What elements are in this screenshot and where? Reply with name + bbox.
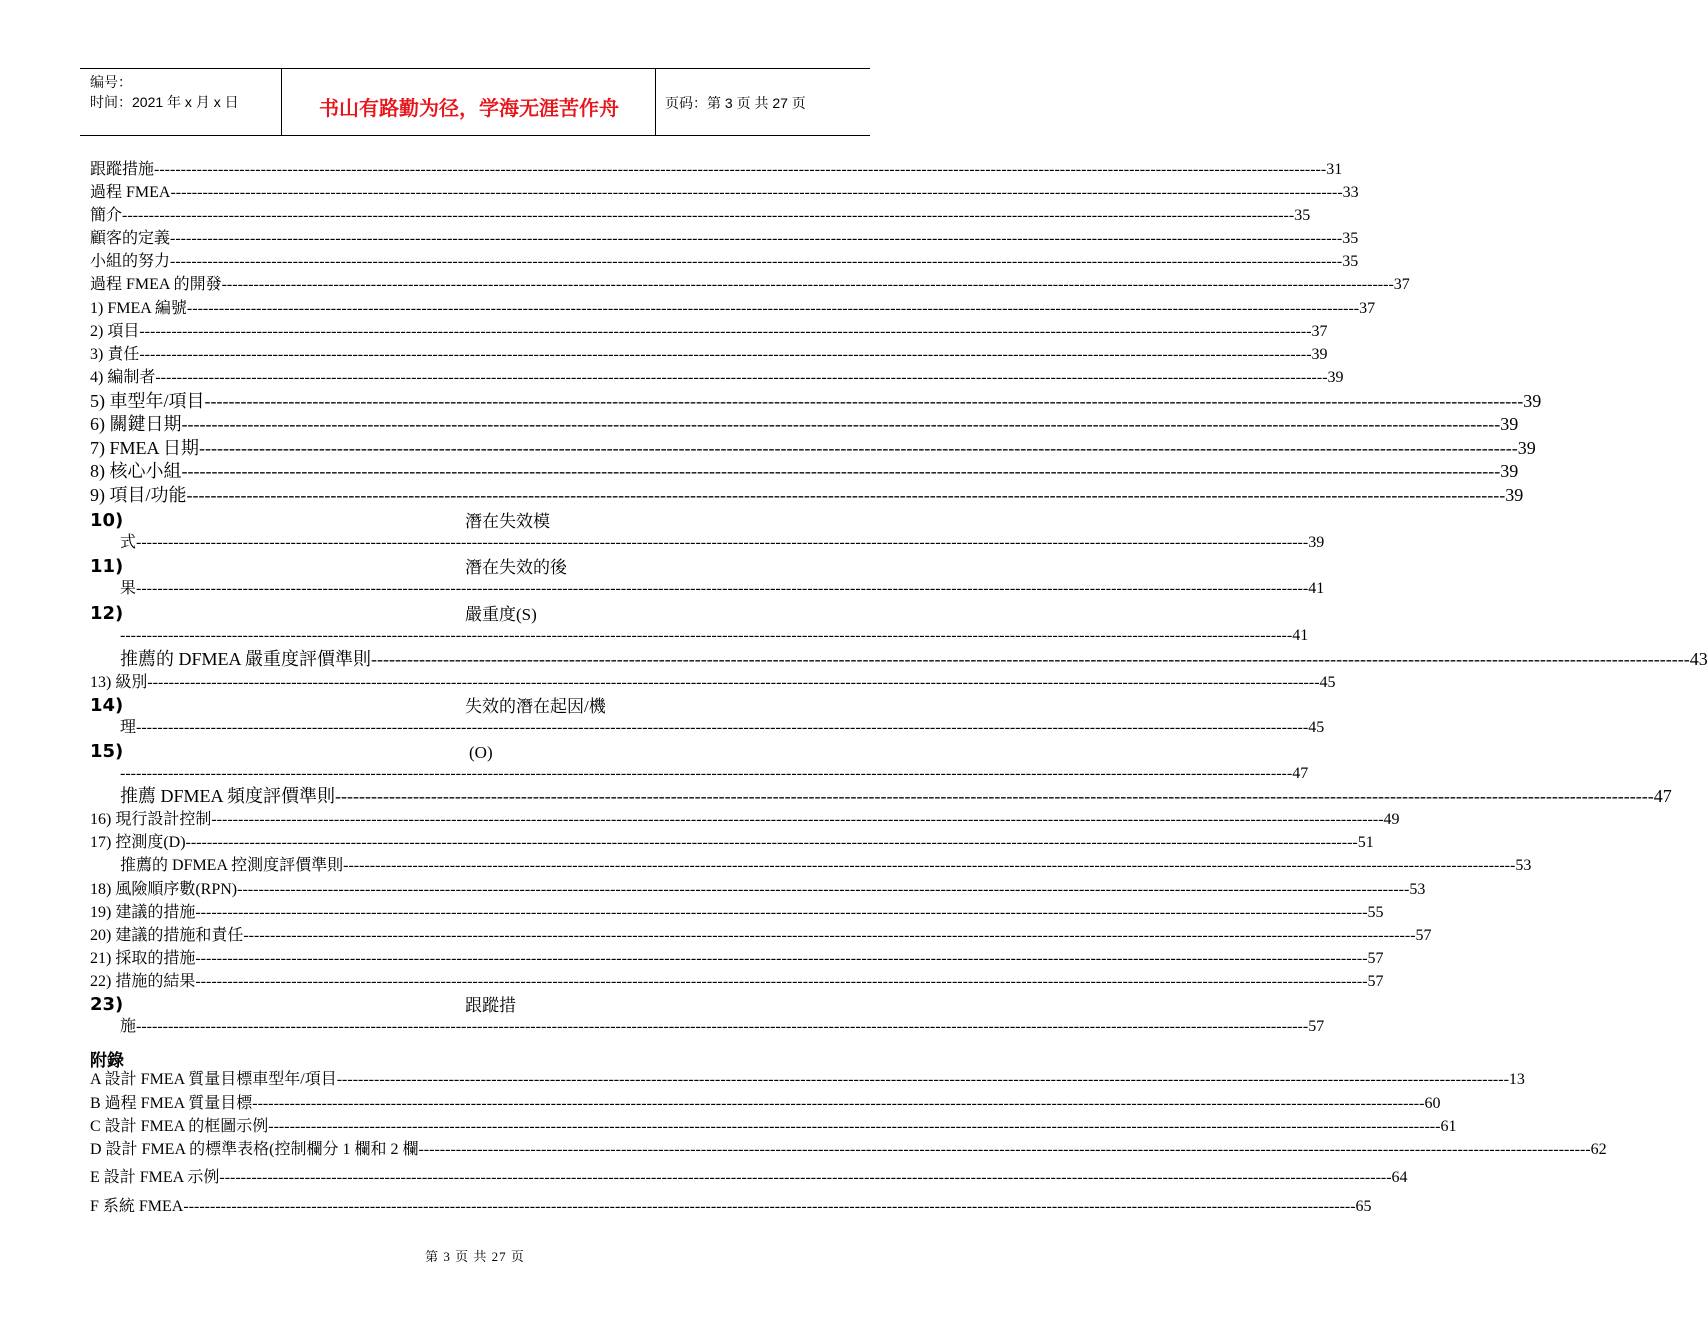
- toc-leader-dashes: ----------------------------------------------------------------------------------------------------------------------------------------------------------------------------------------------------------------------------: [122, 207, 1295, 224]
- toc-leader-dashes: ----------------------------------------------------------------------------------------------------------------------------------------------------------------------------------------------------------------------------: [170, 230, 1343, 247]
- toc-leader-dashes: ----------------------------------------------------------------------------------------------------------------------------------------------------------------------------------------------------------------------------: [195, 950, 1368, 967]
- toc-entry-title: D 設計 FMEA 的標準表格(控制欄分 1 欄和 2 欄: [90, 1141, 419, 1158]
- header-time-label: 时间：2021 年 x 月 x 日: [90, 94, 239, 110]
- toc-entry-title: 6) 關鍵日期: [90, 414, 182, 434]
- toc-entry-page: 39: [1500, 414, 1519, 434]
- toc-leader-dashes: ----------------------------------------------------------------------------------------------------------------------------------------------------------------------------------------------------------------------------: [186, 485, 1506, 505]
- toc-entry-number: 14): [90, 695, 124, 716]
- toc-leader-dashes: ----------------------------------------------------------------------------------------------------------------------------------------------------------------------------------------------------------------------------: [136, 534, 1309, 551]
- header-divider-left: [281, 68, 282, 136]
- toc-entry-title: A 設計 FMEA 質量目標車型年/項目: [90, 1071, 337, 1088]
- toc-entry-title: 小組的努力: [90, 253, 171, 270]
- toc-entry-title: 19) 建議的措施: [90, 904, 196, 921]
- toc-leader-dashes: ----------------------------------------------------------------------------------------------------------------------------------------------------------------------------------------------------------------------------: [268, 1118, 1441, 1135]
- toc-entry-page: 51: [1357, 834, 1374, 851]
- toc-entry-title: 嚴重度(S): [465, 605, 537, 624]
- toc-entry-title: B 過程 FMEA 質量目標: [90, 1095, 253, 1112]
- toc-leader-dashes: ----------------------------------------------------------------------------------------------------------------------------------------------------------------------------------------------------------------------------: [211, 811, 1384, 828]
- toc-entry-title: 跟蹤措: [465, 996, 516, 1015]
- toc-entry-page: 45: [1308, 719, 1325, 736]
- toc-leader-dashes: ----------------------------------------------------------------------------------------------------------------------------------------------------------------------------------------------------------------------------: [139, 346, 1312, 363]
- header-motto: 书山有路勤为径，学海无涯苦作舟: [319, 96, 619, 120]
- toc-entry: [90, 391, 1542, 412]
- toc-leader-dashes: ----------------------------------------------------------------------------------------------------------------------------------------------------------------------------------------------------------------------------: [136, 719, 1309, 736]
- toc-entry-title: 施: [120, 1018, 137, 1035]
- toc-entry-title: 潛在失效模: [465, 512, 550, 531]
- toc-entry-title: 5) 車型年/項目: [90, 391, 205, 411]
- toc-entry-page: 47: [1292, 765, 1309, 782]
- toc-entry-title: 4) 編制者: [90, 369, 156, 386]
- toc-entry: [90, 252, 1359, 273]
- toc-entry: [90, 414, 1519, 435]
- toc-entry: [90, 1117, 1457, 1138]
- toc-entry: [90, 1140, 1607, 1161]
- toc-entry: [90, 368, 1344, 389]
- toc-entry: [90, 299, 1376, 320]
- toc-leader-dashes: ----------------------------------------------------------------------------------------------------------------------------------------------------------------------------------------------------------------------------: [154, 161, 1327, 178]
- toc-entry-title: F 系統 FMEA: [90, 1198, 184, 1215]
- toc-leader-dashes: ----------------------------------------------------------------------------------------------------------------------------------------------------------------------------------------------------------------------------: [183, 1198, 1356, 1215]
- toc-entry-title: 果: [120, 580, 137, 597]
- toc-entry-title: (O): [469, 743, 493, 762]
- toc-entry: [120, 649, 1708, 670]
- toc-entry: [90, 485, 1524, 506]
- header-bottom-rule: [80, 135, 870, 136]
- toc-entry-page: 49: [1383, 811, 1400, 828]
- toc-entry-title: 8) 核心小組: [90, 461, 182, 481]
- toc-entry-page: 45: [1319, 674, 1336, 691]
- toc-entry-title: 失效的潛在起因/機: [465, 697, 606, 716]
- toc-entry-page: 13: [1508, 1071, 1525, 1088]
- toc-leader-dashes: ----------------------------------------------------------------------------------------------------------------------------------------------------------------------------------------------------------------------------: [120, 627, 1293, 644]
- toc-entry-title: 式: [120, 534, 137, 551]
- toc-entry-page: 39: [1327, 369, 1344, 386]
- toc-entry-title: 3) 責任: [90, 346, 140, 363]
- toc-entry-page: 39: [1311, 346, 1328, 363]
- toc-leader-dashes: ----------------------------------------------------------------------------------------------------------------------------------------------------------------------------------------------------------------------------: [418, 1141, 1591, 1158]
- toc-entry: [90, 183, 1359, 204]
- toc-leader-dashes: ----------------------------------------------------------------------------------------------------------------------------------------------------------------------------------------------------------------------------: [335, 786, 1654, 806]
- toc-entry-title: 理: [120, 719, 137, 736]
- toc-entry-page: 39: [1308, 534, 1325, 551]
- page-footer: 第 3 页 共 27 页: [425, 1249, 525, 1264]
- toc-entry-page: 39: [1523, 391, 1542, 411]
- toc-entry: [90, 206, 1311, 227]
- header-top-rule: [80, 68, 870, 69]
- toc-entry-page: 53: [1409, 881, 1426, 898]
- toc-entry: [120, 626, 1309, 647]
- toc-entry-title: 13) 級別: [90, 674, 148, 691]
- toc-entry: [120, 786, 1672, 807]
- toc-entry: [90, 438, 1536, 459]
- toc-entry: [90, 229, 1359, 250]
- toc-entry-number: 23): [90, 994, 124, 1015]
- toc-leader-dashes: ----------------------------------------------------------------------------------------------------------------------------------------------------------------------------------------------------------------------------: [170, 184, 1343, 201]
- toc-entry-page: 39: [1500, 461, 1519, 481]
- toc-entry: [90, 810, 1400, 831]
- toc-entry-page: 37: [1393, 276, 1410, 293]
- toc-entry-page: 41: [1292, 627, 1309, 644]
- toc-entry-title: 7) FMEA 日期: [90, 438, 200, 458]
- toc-leader-dashes: ----------------------------------------------------------------------------------------------------------------------------------------------------------------------------------------------------------------------------: [120, 765, 1293, 782]
- toc-entry-title: E 設計 FMEA 示例: [90, 1169, 220, 1186]
- toc-leader-dashes: ----------------------------------------------------------------------------------------------------------------------------------------------------------------------------------------------------------------------------: [221, 276, 1394, 293]
- toc-entry: [90, 972, 1384, 993]
- toc-entry: [90, 1197, 1372, 1218]
- toc-entry: [90, 1168, 1408, 1189]
- toc-entry-page: 47: [1653, 786, 1672, 806]
- toc-entry: [90, 1070, 1525, 1091]
- toc-entry: [90, 949, 1384, 970]
- toc-entry: [90, 1094, 1441, 1115]
- toc-entry-page: 55: [1367, 904, 1384, 921]
- toc-entry: [120, 856, 1532, 877]
- toc-leader-dashes: ----------------------------------------------------------------------------------------------------------------------------------------------------------------------------------------------------------------------------: [181, 461, 1501, 481]
- toc-entry-page: 31: [1326, 161, 1343, 178]
- toc-entry: [90, 275, 1410, 296]
- toc-leader-dashes: ----------------------------------------------------------------------------------------------------------------------------------------------------------------------------------------------------------------------------: [185, 834, 1358, 851]
- toc-entry-title: 推薦 DFMEA 頻度評價準則: [120, 786, 336, 806]
- toc-leader-dashes: ----------------------------------------------------------------------------------------------------------------------------------------------------------------------------------------------------------------------------: [195, 973, 1368, 990]
- toc-entry-page: 57: [1367, 950, 1384, 967]
- toc-entry-number: 15): [90, 741, 124, 762]
- toc-leader-dashes: ----------------------------------------------------------------------------------------------------------------------------------------------------------------------------------------------------------------------------: [204, 391, 1524, 411]
- toc-leader-dashes: ----------------------------------------------------------------------------------------------------------------------------------------------------------------------------------------------------------------------------: [199, 438, 1518, 458]
- toc-entry-page: 57: [1308, 1018, 1325, 1035]
- toc-leader-dashes: ----------------------------------------------------------------------------------------------------------------------------------------------------------------------------------------------------------------------------: [237, 881, 1410, 898]
- toc-entry-page: 57: [1415, 927, 1432, 944]
- toc-entry-title: 22) 措施的結果: [90, 973, 196, 990]
- toc-entry-title: 推薦的 DFMEA 嚴重度評價準則: [120, 649, 372, 669]
- toc-entry-page: 41: [1308, 580, 1325, 597]
- toc-entry: [120, 718, 1325, 739]
- toc-entry-title: 2) 項目: [90, 323, 140, 340]
- toc-entry-page: 64: [1391, 1169, 1408, 1186]
- header-number-label: 编号：: [90, 74, 132, 90]
- toc-entry: [90, 833, 1374, 854]
- toc-entry: [90, 903, 1384, 924]
- toc-leader-dashes: ----------------------------------------------------------------------------------------------------------------------------------------------------------------------------------------------------------------------------: [195, 904, 1368, 921]
- toc-entry-page: 35: [1342, 230, 1359, 247]
- toc-entry: [120, 579, 1325, 600]
- toc-entry-page: 39: [1505, 485, 1524, 505]
- toc-entry-title: 顧客的定義: [90, 230, 171, 247]
- toc-leader-dashes: ----------------------------------------------------------------------------------------------------------------------------------------------------------------------------------------------------------------------------: [243, 927, 1416, 944]
- toc-leader-dashes: ----------------------------------------------------------------------------------------------------------------------------------------------------------------------------------------------------------------------------: [139, 323, 1312, 340]
- toc-entry-title: 過程 FMEA: [90, 184, 171, 201]
- toc-entry: [120, 533, 1325, 554]
- toc-leader-dashes: ----------------------------------------------------------------------------------------------------------------------------------------------------------------------------------------------------------------------------: [136, 580, 1309, 597]
- toc-leader-dashes: ----------------------------------------------------------------------------------------------------------------------------------------------------------------------------------------------------------------------------: [186, 300, 1360, 317]
- toc-entry-title: 過程 FMEA 的開發: [90, 276, 222, 293]
- toc-leader-dashes: ----------------------------------------------------------------------------------------------------------------------------------------------------------------------------------------------------------------------------: [252, 1095, 1425, 1112]
- toc-entry: [90, 880, 1426, 901]
- toc-entry-title: 潛在失效的後: [465, 558, 567, 577]
- toc-leader-dashes: ----------------------------------------------------------------------------------------------------------------------------------------------------------------------------------------------------------------------------: [181, 414, 1501, 434]
- toc-entry-title: 16) 現行設計控制: [90, 811, 212, 828]
- toc-entry-title: 跟蹤措施: [90, 161, 155, 178]
- header-divider-right: [655, 68, 656, 136]
- toc-entry: [90, 322, 1328, 343]
- toc-entry-page: 53: [1515, 857, 1532, 874]
- toc-leader-dashes: ----------------------------------------------------------------------------------------------------------------------------------------------------------------------------------------------------------------------------: [371, 649, 1690, 669]
- toc-entry-page: 61: [1440, 1118, 1457, 1135]
- toc-entry-page: 43: [1689, 649, 1708, 669]
- toc-leader-dashes: ----------------------------------------------------------------------------------------------------------------------------------------------------------------------------------------------------------------------------: [136, 1018, 1309, 1035]
- toc-entry-page: 35: [1294, 207, 1311, 224]
- appendix-title: 附錄: [90, 1051, 124, 1071]
- toc-entry-title: 21) 採取的措施: [90, 950, 196, 967]
- toc-leader-dashes: ----------------------------------------------------------------------------------------------------------------------------------------------------------------------------------------------------------------------------: [147, 674, 1320, 691]
- toc-entry: [90, 160, 1343, 181]
- toc-entry-title: 17) 控測度(D): [90, 834, 186, 851]
- toc-entry-title: 20) 建議的措施和責任: [90, 927, 244, 944]
- toc-entry-title: 推薦的 DFMEA 控測度評價準則: [120, 857, 344, 874]
- toc-entry-page: 37: [1311, 323, 1328, 340]
- toc-entry: [90, 673, 1336, 694]
- toc-entry-title: 1) FMEA 編號: [90, 300, 187, 317]
- toc-entry: [90, 345, 1328, 366]
- toc-entry-title: 9) 項目/功能: [90, 485, 187, 505]
- toc-entry-title: C 設計 FMEA 的框圖示例: [90, 1118, 269, 1135]
- toc-entry: [90, 461, 1519, 482]
- toc-entry-number: 10): [90, 510, 124, 531]
- toc-entry-number: 11): [90, 556, 124, 577]
- toc-entry: [120, 764, 1309, 785]
- toc-entry-page: 39: [1517, 438, 1536, 458]
- toc-entry: [90, 926, 1432, 947]
- toc-entry-page: 57: [1367, 973, 1384, 990]
- header-meta: [90, 72, 239, 112]
- toc-entry-number: 12): [90, 603, 124, 624]
- header-page-info: 页码：第 3 页 共 27 页: [665, 95, 806, 111]
- toc-entry-page: 65: [1355, 1198, 1372, 1215]
- toc-entry-title: 簡介: [90, 207, 123, 224]
- toc-leader-dashes: ----------------------------------------------------------------------------------------------------------------------------------------------------------------------------------------------------------------------------: [155, 369, 1328, 386]
- toc-entry-page: 33: [1342, 184, 1359, 201]
- toc-leader-dashes: ----------------------------------------------------------------------------------------------------------------------------------------------------------------------------------------------------------------------------: [219, 1169, 1392, 1186]
- toc-leader-dashes: ----------------------------------------------------------------------------------------------------------------------------------------------------------------------------------------------------------------------------: [336, 1071, 1509, 1088]
- toc-leader-dashes: ----------------------------------------------------------------------------------------------------------------------------------------------------------------------------------------------------------------------------: [343, 857, 1516, 874]
- toc-entry-page: 62: [1590, 1141, 1607, 1158]
- toc-entry-title: 18) 風險順序數(RPN): [90, 881, 238, 898]
- toc-entry-page: 35: [1342, 253, 1359, 270]
- toc-entry-page: 60: [1424, 1095, 1441, 1112]
- toc-leader-dashes: ----------------------------------------------------------------------------------------------------------------------------------------------------------------------------------------------------------------------------: [170, 253, 1343, 270]
- toc-entry-page: 37: [1359, 300, 1376, 317]
- toc-entry: [120, 1017, 1325, 1038]
